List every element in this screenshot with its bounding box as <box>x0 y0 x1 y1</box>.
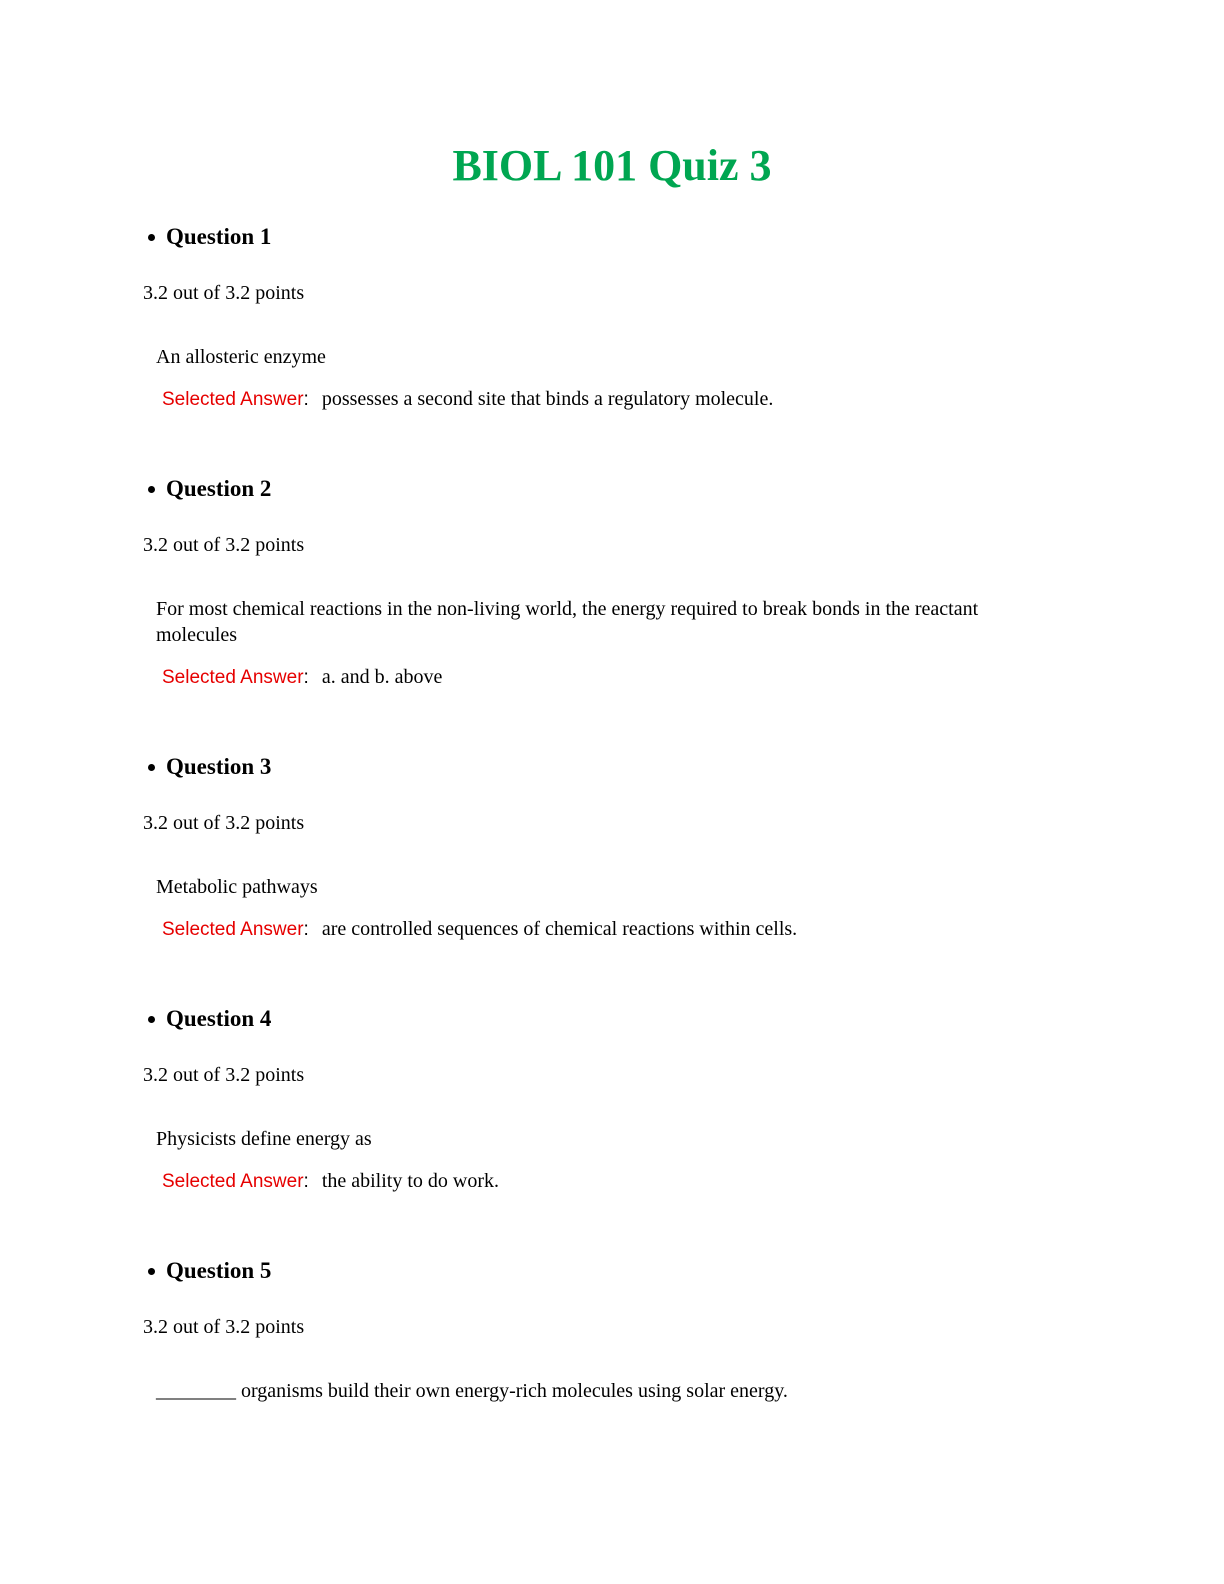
bullet-icon <box>148 1268 155 1275</box>
bullet-icon <box>148 486 155 493</box>
question-block-5 <box>0 1257 1224 1404</box>
question-3-answer-row <box>0 916 1224 943</box>
question-2-points: 3.2 out of 3.2 points <box>143 534 305 556</box>
question-block-3 <box>0 753 1224 943</box>
selected-answer-colon: : <box>303 667 309 688</box>
question-1-points: 3.2 out of 3.2 points <box>143 282 305 304</box>
question-block-1 <box>0 223 1224 413</box>
bullet-icon <box>148 764 155 771</box>
question-5-text: ________ organisms build their own energy-rich molecules using solar energy. <box>156 1380 788 1402</box>
selected-answer-label: Selected Answer <box>162 1171 304 1192</box>
page-title: BIOL 101 Quiz 3 <box>452 141 772 190</box>
bullet-icon <box>148 234 155 241</box>
question-4-answer-row <box>0 1168 1224 1195</box>
question-2-answer: a. and b. above <box>321 666 443 688</box>
selected-answer-label: Selected Answer <box>162 389 304 410</box>
question-2-heading <box>0 475 1224 503</box>
question-4-answer: the ability to do work. <box>321 1170 500 1192</box>
selected-answer-colon: : <box>303 1171 309 1192</box>
question-2-answer-row <box>0 664 1224 691</box>
question-4-points: 3.2 out of 3.2 points <box>143 1064 305 1086</box>
bullet-icon <box>148 1016 155 1023</box>
question-1-answer: possesses a second site that binds a regulatory molecule. <box>321 388 774 410</box>
selected-answer-colon: : <box>303 919 309 940</box>
selected-answer-colon: : <box>303 389 309 410</box>
selected-answer-label: Selected Answer <box>162 667 304 688</box>
question-block-2 <box>0 475 1224 691</box>
question-3-title: Question 3 <box>166 754 272 779</box>
question-2-text: For most chemical reactions in the non-living world, the energy required to break bonds in the reactant molecules <box>156 598 979 646</box>
question-3-text: Metabolic pathways <box>156 876 318 898</box>
question-1-title: Question 1 <box>166 224 272 249</box>
selected-answer-label: Selected Answer <box>162 919 304 940</box>
question-2-title: Question 2 <box>166 476 272 501</box>
question-5-heading <box>0 1257 1224 1285</box>
question-5-title: Question 5 <box>166 1258 272 1283</box>
question-3-points: 3.2 out of 3.2 points <box>143 812 305 834</box>
question-block-4 <box>0 1005 1224 1195</box>
question-1-answer-row <box>0 386 1224 413</box>
question-4-heading <box>0 1005 1224 1033</box>
question-3-heading <box>0 753 1224 781</box>
question-1-text: An allosteric enzyme <box>156 346 326 368</box>
question-4-text: Physicists define energy as <box>156 1128 372 1150</box>
question-3-answer: are controlled sequences of chemical reactions within cells. <box>321 918 798 940</box>
question-1-heading <box>0 223 1224 251</box>
question-4-title: Question 4 <box>166 1006 272 1031</box>
question-5-points: 3.2 out of 3.2 points <box>143 1316 305 1338</box>
